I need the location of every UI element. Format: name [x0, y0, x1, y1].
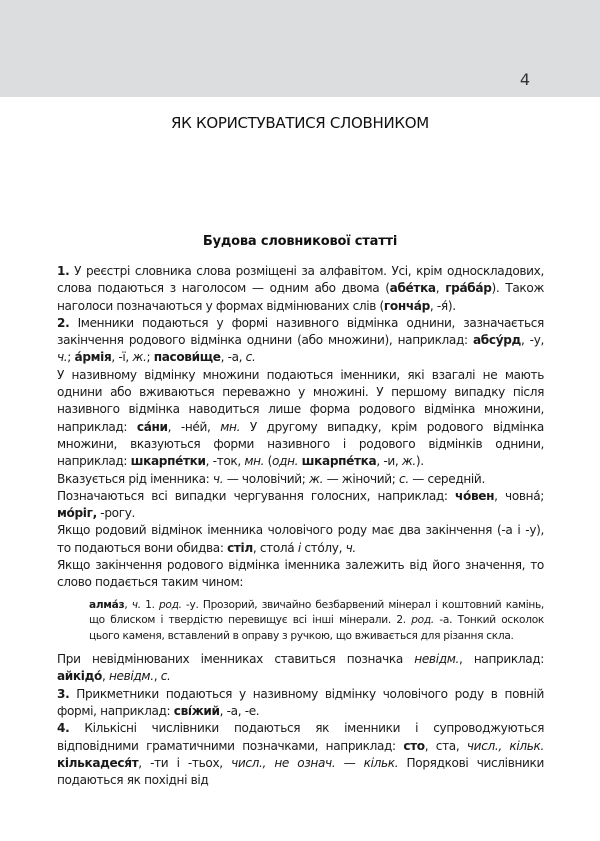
text-run: Якщо закінчення родового відмінка іменника залежить від його значення, то слово подається таким чином:: [57, 558, 544, 590]
headword: шкарпе́тки: [130, 454, 206, 469]
paragraph: [57, 471, 544, 488]
text-run: ;: [67, 350, 75, 365]
headword: абе́тка: [389, 281, 436, 296]
text-run: , -я́).: [429, 298, 456, 313]
text-run: -рогу.: [96, 506, 136, 521]
paragraph: [57, 686, 544, 721]
text-run: Іменники подаються у формі називного відмінка однини, зазначається закінчення родового відмінка однини (або множини), наприклад:: [57, 315, 544, 348]
headword: айкідо́: [57, 669, 102, 684]
grammar-label: ч.: [131, 598, 141, 611]
text-run: , стола́: [252, 540, 298, 555]
text-run: Вказується рід іменника:: [57, 471, 213, 486]
page-header-band: [0, 0, 600, 97]
paragraph: [57, 263, 544, 315]
paragraph: [57, 488, 544, 523]
grammar-label: невідм.: [414, 652, 459, 667]
text-run: , -и,: [376, 454, 402, 469]
text-run: При невідмінюваних іменниках ставиться позначка: [57, 652, 415, 667]
text-run: ,: [124, 598, 132, 611]
text-run: У другому випадку, крім родового відмінка множини, вказуються форми називного і родового відмінків однини, наприклад:: [57, 419, 544, 469]
text-run: , ста,: [424, 738, 467, 753]
headword: гра́ба́р: [445, 281, 492, 296]
headword: кількадеся́т: [57, 755, 139, 770]
text-run: , -а, -е.: [219, 704, 260, 719]
grammar-label: невідм.: [108, 669, 154, 684]
grammar-label: і: [297, 540, 301, 555]
grammar-label: числ., кільк.: [466, 738, 544, 753]
text-run: ;: [146, 350, 154, 365]
headword: шкарпе́тка: [301, 454, 377, 469]
paragraph: [57, 522, 544, 557]
headword: алма́з: [89, 598, 125, 611]
grammar-label: род.: [411, 614, 434, 627]
text-run: Позначаються всі випадки чергування голосних, наприклад:: [57, 488, 456, 503]
grammar-label: ч.: [345, 540, 356, 555]
text-run: ,: [101, 669, 109, 684]
text-run: , наприклад:: [458, 652, 544, 667]
headword: абсу́рд: [472, 333, 521, 348]
grammar-label: ч.: [212, 471, 224, 486]
text-run: , -а,: [220, 350, 246, 365]
text-run: У реєстрі словника слова розміщені за алфавітом. Усі, крім односкладових, слова подаються з наголосом — одним або двома (: [57, 264, 544, 296]
grammar-label: ж.: [309, 471, 324, 486]
dictionary-example-entry: [89, 598, 544, 645]
text-run: (: [264, 454, 273, 469]
headword: са́ни: [136, 419, 168, 434]
grammar-label: род.: [158, 598, 182, 611]
text-run: Кількісні числівники подаються як іменники і супроводжуються відповідними граматичними позначками, наприклад:: [57, 721, 544, 753]
text-run: ). Також наголоси позначаються у формах відмінюваних слів (: [57, 281, 544, 313]
headword: сто: [403, 738, 425, 753]
headword: пасови́ще: [153, 350, 221, 365]
text-run: 1.: [140, 598, 159, 611]
headword: сві́жий: [173, 704, 220, 719]
headword: гонча́р: [383, 298, 430, 313]
paragraph: [57, 651, 544, 686]
text-run: — чоловічий;: [223, 471, 310, 486]
grammar-label: ж.: [132, 350, 147, 365]
grammar-label: мн.: [244, 454, 265, 469]
text-run: — середній.: [408, 471, 485, 486]
text-run: Порядкові числівники подаються як похідні від: [57, 755, 545, 788]
paragraph: [57, 315, 544, 367]
text-run: , -у,: [520, 333, 544, 348]
text-run: — жіночий;: [323, 471, 400, 486]
page-number: 4: [519, 70, 530, 89]
text-run: Якщо родовий відмінок іменника чоловічого роду має два закінчення (-а і -у), то подаються вони обидва:: [57, 523, 544, 555]
text-run: , -не́й,: [167, 419, 221, 434]
paragraph: [57, 720, 544, 789]
grammar-label: ж.: [401, 454, 416, 469]
headword: 4.: [57, 721, 70, 736]
chapter-title: ЯК КОРИСТУВАТИСЯ СЛОВНИКОМ: [171, 114, 429, 132]
headword: чо́вен: [455, 488, 495, 503]
text-run: -у. Прозорий, звичайно безбарвений мінерал і коштовний камінь, що блиском і твердістю перевищує всі інші мінерали. 2.: [89, 598, 544, 627]
text-run: У називному відмінку множини подаються іменники, які взагалі не мають однини або вживаються переважно у множині. У першому випадку після називного відмінка наводиться лише форма родового відмінка множини, наприклад:: [57, 367, 544, 434]
text-run: , -ток,: [205, 454, 245, 469]
grammar-label: с.: [160, 669, 171, 684]
text-run: ,: [153, 669, 161, 684]
grammar-label: с.: [399, 471, 409, 486]
text-run: , -ти і -тьох,: [138, 755, 232, 770]
grammar-label: мн.: [220, 419, 241, 434]
paragraph: [57, 557, 544, 592]
paragraph: [57, 367, 544, 471]
text-run: ).: [415, 454, 424, 469]
grammar-label: с.: [245, 350, 256, 365]
grammar-label: одн.: [272, 454, 299, 469]
article-body: [57, 263, 544, 790]
headword: 2.: [57, 315, 70, 330]
headword: 3.: [57, 686, 70, 701]
grammar-label: ч.: [57, 350, 68, 365]
text-run: -а. Тонкий осколок цього каменя, вставлений в оправу з ручкою, що вживається для різання скла.: [89, 614, 544, 642]
headword: 1.: [57, 264, 70, 278]
text-run: ,: [435, 281, 446, 296]
text-run: , -ї,: [111, 350, 133, 365]
section-title: Будова словникової статті: [202, 234, 398, 249]
text-run: Прикметники подаються у називному відмінку чоловічого роду в повній формі, наприклад:: [57, 686, 544, 719]
headword: стіл: [227, 540, 253, 555]
text-run: сто́лу,: [300, 540, 346, 555]
text-run: , човна́;: [494, 488, 544, 503]
headword: мо́ріг,: [57, 506, 97, 521]
grammar-label: числ., не означ. — кільк.: [231, 755, 399, 770]
headword: а́рмія: [74, 350, 112, 365]
